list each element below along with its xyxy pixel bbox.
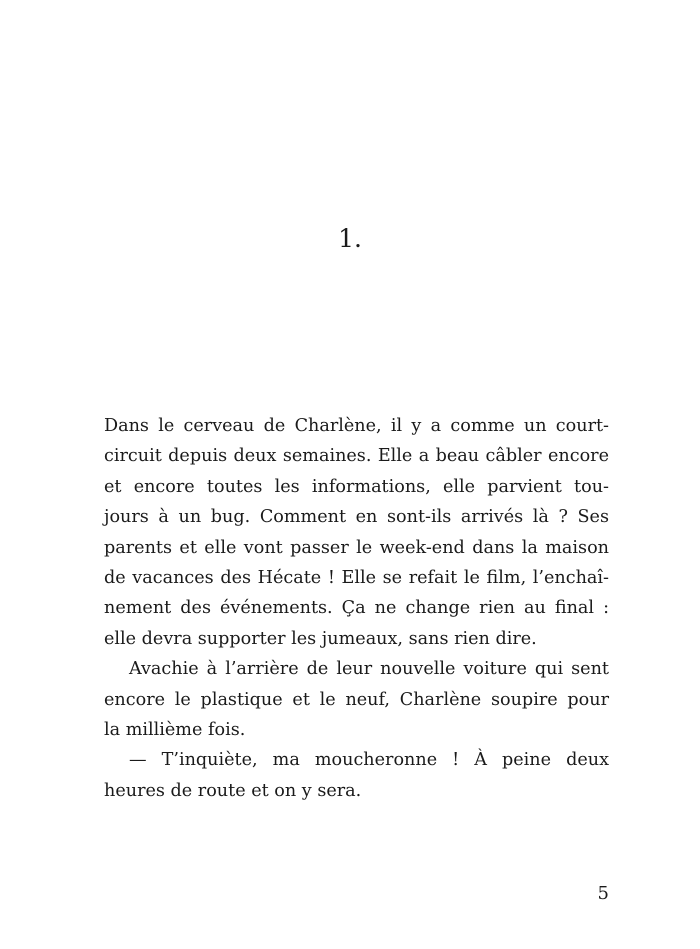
text-line: Avachie à l’arrière de leur nouvelle voiture qui sent [129,659,609,680]
text-line: heures de route et on y sera. [104,780,362,801]
text-line: Dans le cerveau de Charlène, il y a comme un court- [104,416,609,436]
paragraph-3 [104,745,609,806]
paragraph-1 [104,411,609,654]
text-line: la millième fois. [104,720,246,741]
chapter-body [104,411,609,806]
text-line: circuit depuis deux semaines. Elle a beau câbler encore [104,446,609,467]
text-line: jours à un bug. Comment en sont-ils arrivés là ? Ses [104,507,609,528]
text-line: parents et elle vont passer le week-end dans la maison [104,537,609,558]
text-line: nement des événements. Ça ne change rien au final : [104,598,609,619]
chapter-number: 1. [338,224,362,253]
text-line: — T’inquiète, ma moucheronne ! À peine deux [129,750,609,771]
text-line: encore le plastique et le neuf, Charlène soupire pour [104,689,609,710]
paragraph-2 [104,654,609,745]
text-line: de vacances des Hécate ! Elle se refait le film, l’enchaî- [104,568,609,589]
text-line: et encore toutes les informations, elle parvient tou- [104,476,609,497]
page-number: 5 [597,883,609,904]
text-line: elle devra supporter les jumeaux, sans rien dire. [104,628,537,649]
